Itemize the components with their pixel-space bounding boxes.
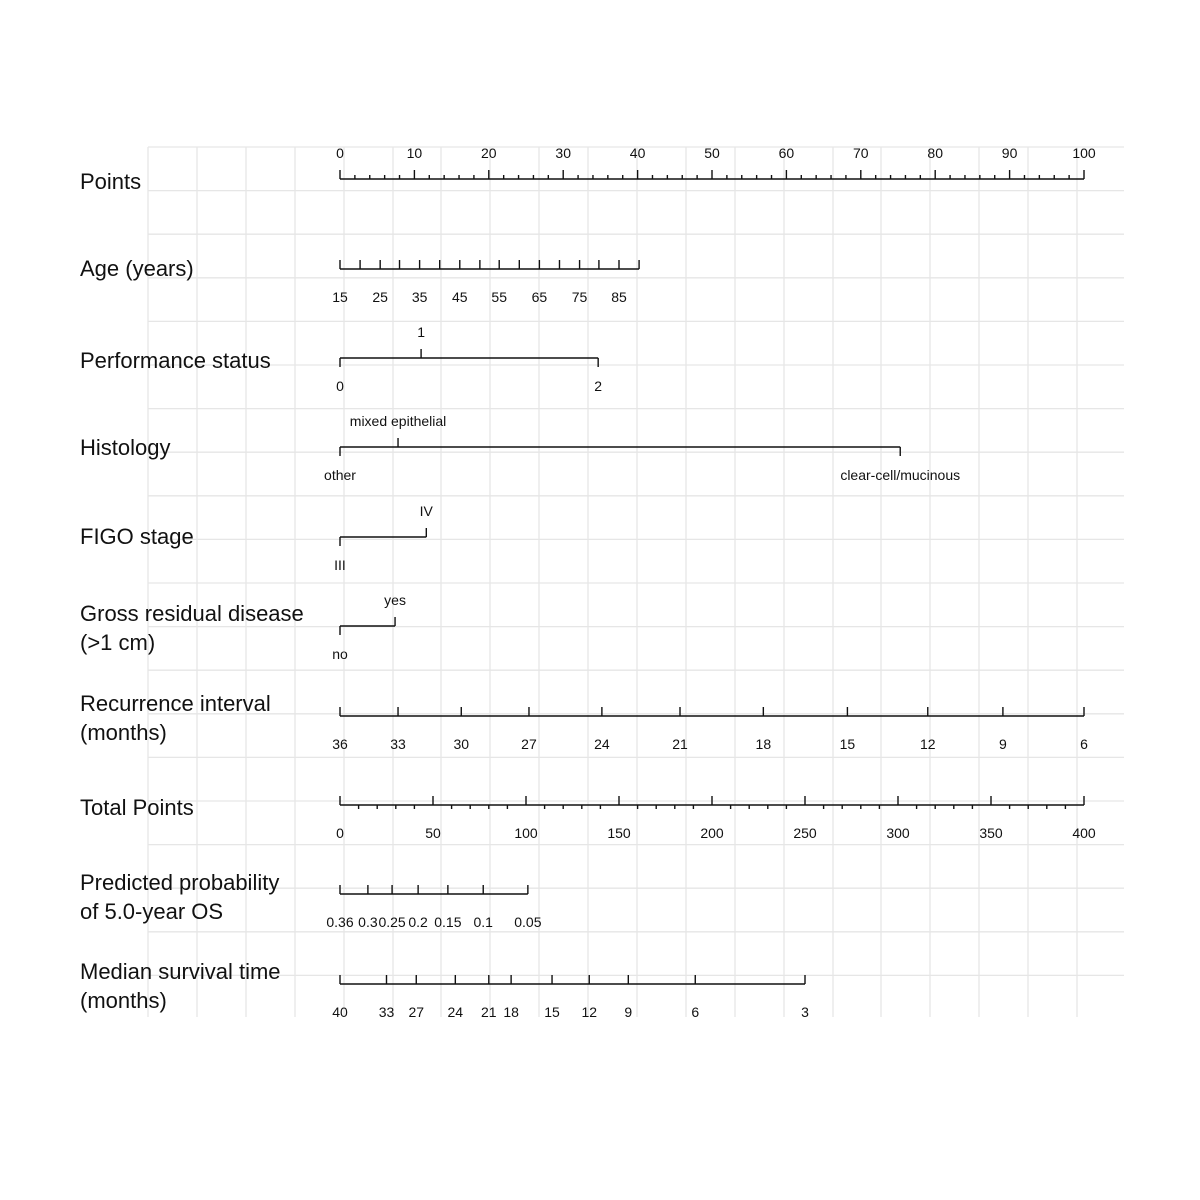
tick-label: 0.36 <box>326 914 354 930</box>
row-label: Gross residual disease <box>80 601 304 626</box>
tick-label: 9 <box>999 736 1007 752</box>
tick-label: 40 <box>332 1004 348 1020</box>
tick-label: 18 <box>755 736 772 752</box>
tick-label: 0.3 <box>358 914 378 930</box>
tick-label: 9 <box>624 1004 633 1020</box>
tick-label: 60 <box>778 145 795 161</box>
tick-label: 0 <box>336 825 344 841</box>
row-label: Predicted probability <box>80 870 280 895</box>
row-performance-status <box>80 324 602 394</box>
tick-label: 30 <box>453 736 470 752</box>
tick-label: 2 <box>594 378 603 394</box>
tick-label: 45 <box>451 289 468 305</box>
row-median-survival <box>80 959 809 1020</box>
row-label: Points <box>80 169 142 194</box>
tick-label: 20 <box>481 145 497 161</box>
row-label: Histology <box>80 435 171 460</box>
tick-label: 33 <box>390 736 406 752</box>
tick-label: 200 <box>700 825 724 841</box>
tick-label: 0.05 <box>514 914 542 930</box>
tick-label: 80 <box>927 145 943 161</box>
tick-label: 55 <box>491 289 508 305</box>
row-label: (months) <box>80 988 167 1013</box>
tick-label: 3 <box>801 1004 809 1020</box>
row-label: Total Points <box>80 795 194 820</box>
row-label: of 5.0-year OS <box>80 899 224 924</box>
tick-label: 50 <box>425 825 441 841</box>
tick-label: 10 <box>406 145 423 161</box>
tick-label: IV <box>419 503 433 519</box>
tick-label: 25 <box>372 289 388 305</box>
tick-label: 18 <box>503 1004 519 1020</box>
tick-label: 21 <box>672 736 688 752</box>
row-histology <box>80 413 960 483</box>
tick-label: 0 <box>336 378 344 394</box>
tick-label: 6 <box>691 1004 700 1020</box>
grid-lines <box>148 147 1124 1017</box>
row-label: Recurrence interval <box>80 691 271 716</box>
row-label: Age (years) <box>80 256 194 281</box>
tick-label: 12 <box>919 736 936 752</box>
tick-label: 300 <box>886 825 910 841</box>
row-figo-stage <box>80 503 434 573</box>
tick-label: yes <box>384 592 406 608</box>
tick-label: 6 <box>1080 736 1088 752</box>
tick-label: 65 <box>531 289 548 305</box>
row-label: FIGO stage <box>80 524 194 549</box>
tick-label: 100 <box>514 825 538 841</box>
tick-label: clear-cell/mucinous <box>840 467 961 483</box>
row-age <box>80 256 639 305</box>
tick-label: 150 <box>607 825 631 841</box>
tick-label: 21 <box>481 1004 497 1020</box>
tick-label: 0.15 <box>434 914 462 930</box>
tick-label: 50 <box>704 145 720 161</box>
tick-label: 350 <box>979 825 1003 841</box>
tick-label: 15 <box>544 1004 560 1020</box>
tick-label: 0 <box>336 145 344 161</box>
row-predicted-probability <box>80 870 542 930</box>
tick-label: 1 <box>417 324 425 340</box>
tick-label: 30 <box>555 145 571 161</box>
tick-label: 36 <box>332 736 348 752</box>
tick-label: 70 <box>853 145 869 161</box>
row-label: Performance status <box>80 348 271 373</box>
tick-label: 40 <box>629 145 646 161</box>
tick-label: 400 <box>1072 825 1096 841</box>
tick-label: 27 <box>521 736 537 752</box>
tick-label: III <box>334 557 346 573</box>
tick-label: no <box>332 646 348 662</box>
tick-label: 0.1 <box>473 914 493 930</box>
tick-label: 250 <box>793 825 817 841</box>
tick-label: 85 <box>611 289 627 305</box>
tick-label: 12 <box>581 1004 598 1020</box>
tick-label: 24 <box>594 736 610 752</box>
row-label: (months) <box>80 720 167 745</box>
tick-label: 100 <box>1072 145 1096 161</box>
tick-label: 15 <box>839 736 856 752</box>
tick-label: mixed epithelial <box>349 413 447 429</box>
tick-label: 27 <box>408 1004 425 1020</box>
row-label: (>1 cm) <box>80 630 156 655</box>
tick-label: 15 <box>332 289 348 305</box>
tick-label: 0.25 <box>378 914 406 930</box>
row-label: Median survival time <box>80 959 281 984</box>
tick-label: 35 <box>411 289 428 305</box>
tick-label: 0.2 <box>408 914 428 930</box>
row-recurrence-interval <box>80 691 1088 752</box>
tick-label: other <box>324 467 356 483</box>
tick-label: 75 <box>571 289 588 305</box>
tick-label: 90 <box>1001 145 1018 161</box>
tick-label: 33 <box>378 1004 395 1020</box>
tick-label: 24 <box>447 1004 464 1020</box>
